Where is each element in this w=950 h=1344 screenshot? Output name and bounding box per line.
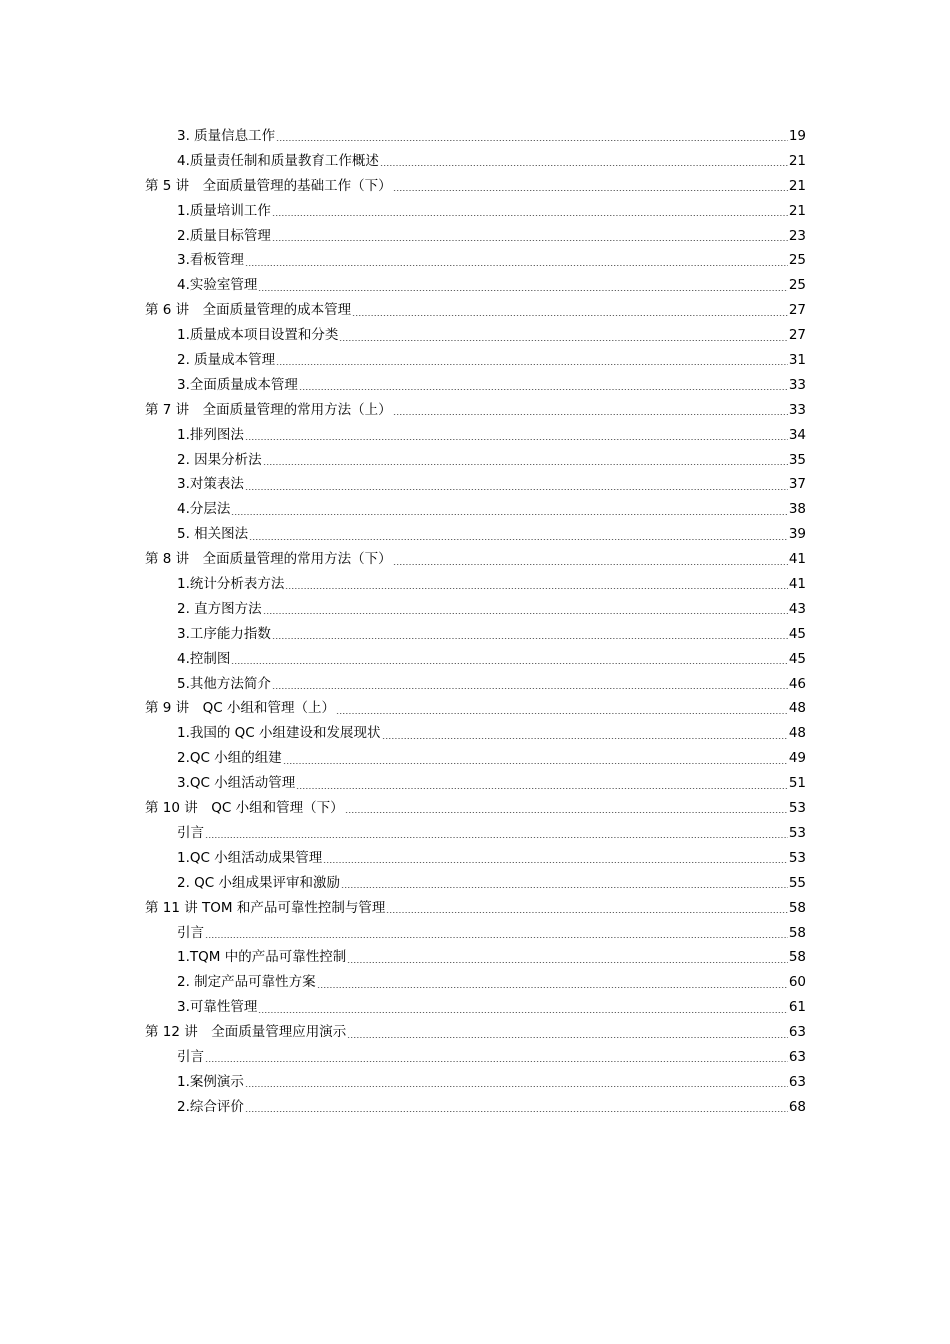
toc-dot-leader (245, 265, 788, 266)
toc-entry-title: 引言 (177, 824, 204, 841)
toc-section-entry[interactable] (0, 124, 950, 149)
toc-dot-leader (231, 663, 787, 664)
toc-entry-title: 第 5 讲 全面质量管理的基础工作（下） (145, 177, 392, 194)
toc-section-entry[interactable] (0, 1070, 950, 1095)
toc-page-number: 39 (788, 526, 806, 543)
toc-page-number: 34 (788, 426, 806, 443)
toc-page-number: 63 (788, 1073, 806, 1090)
toc-entry-title: 3.QC 小组活动管理 (177, 775, 296, 792)
toc-entry-title: 3.看板管理 (177, 252, 244, 269)
toc-entry-title: 2. 质量成本管理 (177, 352, 276, 369)
toc-dot-leader (258, 1012, 787, 1013)
toc-section-entry[interactable] (0, 871, 950, 896)
toc-dot-leader (245, 1111, 788, 1112)
toc-chapter-entry[interactable] (0, 896, 950, 921)
toc-entry-title: 1.我国的 QC 小组建设和发展现状 (177, 725, 381, 742)
toc-section-entry[interactable] (0, 597, 950, 622)
toc-chapter-entry[interactable] (0, 696, 950, 721)
toc-page-number: 33 (788, 376, 806, 393)
toc-section-entry[interactable] (0, 448, 950, 473)
toc-dot-leader (272, 240, 788, 241)
toc-entry-title: 4.质量责任制和质量教育工作概述 (177, 152, 379, 169)
toc-page-number: 48 (788, 725, 806, 742)
toc-dot-leader (205, 937, 788, 938)
toc-section-entry[interactable] (0, 721, 950, 746)
toc-page-number: 35 (788, 451, 806, 468)
toc-dot-leader (276, 140, 788, 141)
toc-page-number: 31 (788, 352, 806, 369)
toc-page-number: 41 (788, 551, 806, 568)
toc-page-number: 21 (788, 202, 806, 219)
toc-section-entry[interactable] (0, 522, 950, 547)
toc-page-number: 63 (788, 1048, 806, 1065)
toc-entry-title: 引言 (177, 924, 204, 941)
toc-page-number: 58 (788, 899, 806, 916)
toc-section-entry[interactable] (0, 497, 950, 522)
toc-entry-title: 2. 制定产品可靠性方案 (177, 974, 316, 991)
toc-section-entry[interactable] (0, 423, 950, 448)
toc-page-number: 21 (788, 152, 806, 169)
toc-dot-leader (347, 962, 788, 963)
toc-entry-title: 第 7 讲 全面质量管理的常用方法（上） (145, 401, 392, 418)
toc-dot-leader (263, 613, 788, 614)
toc-dot-leader (352, 315, 788, 316)
toc-page-number: 25 (788, 252, 806, 269)
toc-section-entry[interactable] (0, 373, 950, 398)
toc-entry-title: 引言 (177, 1048, 204, 1065)
toc-dot-leader (283, 763, 788, 764)
toc-section-entry[interactable] (0, 149, 950, 174)
toc-page-number: 53 (788, 800, 806, 817)
toc-page-number: 55 (788, 874, 806, 891)
toc-entry-title: 第 10 讲 QC 小组和管理（下） (145, 800, 344, 817)
toc-section-entry[interactable] (0, 1045, 950, 1070)
toc-section-entry[interactable] (0, 921, 950, 946)
toc-page-number: 61 (788, 999, 806, 1016)
toc-section-entry[interactable] (0, 821, 950, 846)
toc-dot-leader (276, 364, 788, 365)
toc-page-number: 51 (788, 775, 806, 792)
toc-entry-title: 第 9 讲 QC 小组和管理（上） (145, 700, 336, 717)
toc-entry-title: 4.分层法 (177, 501, 231, 518)
toc-page-number: 33 (788, 401, 806, 418)
toc-page-number: 60 (788, 974, 806, 991)
toc-page-number: 45 (788, 650, 806, 667)
toc-section-entry[interactable] (0, 945, 950, 970)
toc-entry-title: 1.案例演示 (177, 1073, 244, 1090)
toc-dot-leader (272, 638, 788, 639)
toc-entry-title: 第 12 讲 全面质量管理应用演示 (145, 1024, 347, 1041)
toc-entry-title: 5. 相关图法 (177, 526, 249, 543)
toc-page-number: 58 (788, 949, 806, 966)
toc-section-entry[interactable] (0, 995, 950, 1020)
toc-page-number: 38 (788, 501, 806, 518)
toc-entry-title: 2.质量目标管理 (177, 227, 271, 244)
toc-dot-leader (205, 837, 788, 838)
toc-dot-leader (339, 340, 787, 341)
toc-dot-leader (345, 812, 788, 813)
toc-page-number: 68 (788, 1098, 806, 1115)
toc-page-number: 37 (788, 476, 806, 493)
toc-entry-title: 1.质量培训工作 (177, 202, 271, 219)
toc-entry-title: 3.对策表法 (177, 476, 244, 493)
toc-dot-leader (231, 514, 787, 515)
toc-entry-title: 3. 质量信息工作 (177, 128, 276, 144)
toc-dot-leader (382, 738, 788, 739)
toc-entry-title: 1.QC 小组活动成果管理 (177, 849, 323, 866)
toc-page-number: 27 (788, 327, 806, 344)
toc-section-entry[interactable] (0, 672, 950, 697)
toc-chapter-entry[interactable] (0, 796, 950, 821)
toc-page-number: 21 (788, 177, 806, 194)
toc-dot-leader (245, 439, 788, 440)
toc-dot-leader (323, 862, 788, 863)
toc-dot-leader (393, 564, 788, 565)
toc-dot-leader (272, 215, 788, 216)
toc-dot-leader (317, 987, 788, 988)
toc-page-number: 48 (788, 700, 806, 717)
toc-section-entry[interactable] (0, 746, 950, 771)
toc-entry-title: 2. QC 小组成果评审和激励 (177, 874, 341, 891)
toc-entry-title: 2. 直方图方法 (177, 600, 262, 617)
toc-chapter-entry[interactable] (0, 398, 950, 423)
toc-entry-title: 3.可靠性管理 (177, 999, 258, 1016)
toc-entry-title: 1.统计分析表方法 (177, 576, 285, 593)
toc-page-number: 49 (788, 750, 806, 767)
toc-dot-leader (272, 688, 788, 689)
table-of-contents (0, 124, 950, 1120)
toc-dot-leader (341, 887, 788, 888)
toc-page-number: 41 (788, 576, 806, 593)
toc-section-entry[interactable] (0, 248, 950, 273)
toc-entry-title: 第 11 讲 TOM 和产品可靠性控制与管理 (145, 899, 386, 916)
toc-page-number: 46 (788, 675, 806, 692)
toc-chapter-entry[interactable] (0, 547, 950, 572)
toc-section-entry[interactable] (0, 572, 950, 597)
toc-section-entry[interactable] (0, 224, 950, 249)
toc-dot-leader (245, 1086, 788, 1087)
toc-entry-title: 3.工序能力指数 (177, 625, 271, 642)
toc-entry-title: 5.其他方法简介 (177, 675, 271, 692)
toc-entry-title: 4.实验室管理 (177, 277, 258, 294)
toc-entry-title: 1.排列图法 (177, 426, 244, 443)
toc-entry-title: 2.综合评价 (177, 1098, 244, 1115)
toc-dot-leader (263, 464, 788, 465)
toc-dot-leader (285, 588, 787, 589)
toc-dot-leader (336, 713, 788, 714)
toc-dot-leader (258, 290, 787, 291)
toc-page-number: 43 (788, 600, 806, 617)
toc-section-entry[interactable] (0, 472, 950, 497)
toc-section-entry[interactable] (0, 771, 950, 796)
toc-entry-title: 3.全面质量成本管理 (177, 376, 298, 393)
toc-section-entry[interactable] (0, 622, 950, 647)
toc-entry-title: 第 6 讲 全面质量管理的成本管理 (145, 302, 352, 319)
toc-dot-leader (347, 1037, 788, 1038)
toc-section-entry[interactable] (0, 323, 950, 348)
toc-page-number: 45 (788, 625, 806, 642)
toc-section-entry[interactable] (0, 970, 950, 995)
toc-dot-leader (380, 165, 788, 166)
toc-dot-leader (393, 190, 788, 191)
toc-page-number: 27 (788, 302, 806, 319)
toc-section-entry[interactable] (0, 348, 950, 373)
toc-dot-leader (249, 539, 788, 540)
toc-dot-leader (205, 1061, 788, 1062)
toc-entry-title: 2.QC 小组的组建 (177, 750, 282, 767)
toc-page-number: 23 (788, 227, 806, 244)
toc-entry-title: 1.TQM 中的产品可靠性控制 (177, 949, 347, 966)
toc-page-number: 53 (788, 849, 806, 866)
toc-chapter-entry[interactable] (0, 298, 950, 323)
toc-page-number: 25 (788, 277, 806, 294)
toc-chapter-entry[interactable] (0, 174, 950, 199)
toc-chapter-entry[interactable] (0, 1020, 950, 1045)
toc-page-number: 63 (788, 1024, 806, 1041)
toc-entry-title: 4.控制图 (177, 650, 231, 667)
toc-dot-leader (386, 912, 787, 913)
toc-dot-leader (296, 788, 788, 789)
toc-entry-title: 2. 因果分析法 (177, 451, 262, 468)
toc-dot-leader (299, 389, 788, 390)
toc-dot-leader (393, 414, 788, 415)
toc-section-entry[interactable] (0, 846, 950, 871)
toc-section-entry[interactable] (0, 199, 950, 224)
toc-entry-title: 第 8 讲 全面质量管理的常用方法（下） (145, 551, 392, 568)
toc-page-number: 53 (788, 824, 806, 841)
toc-dot-leader (245, 489, 788, 490)
toc-page-number: 19 (788, 128, 806, 144)
toc-page-number: 58 (788, 924, 806, 941)
toc-section-entry[interactable] (0, 647, 950, 672)
toc-section-entry[interactable] (0, 1095, 950, 1120)
toc-entry-title: 1.质量成本项目设置和分类 (177, 327, 339, 344)
toc-section-entry[interactable] (0, 273, 950, 298)
